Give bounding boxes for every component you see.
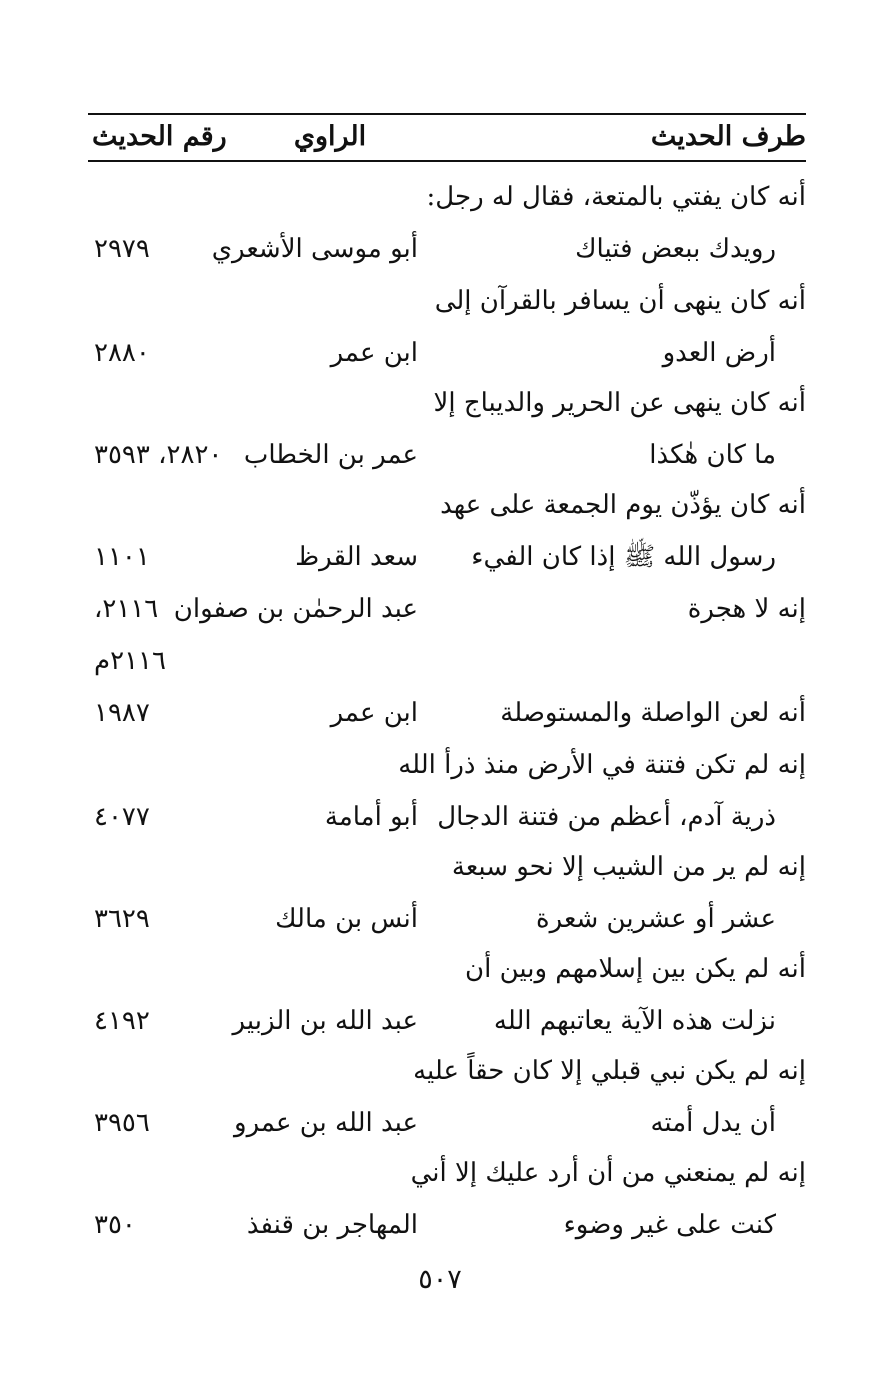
- hadith-text-line: أنه كان ينهى عن الحرير والديباج إلا: [433, 388, 806, 418]
- hadith-text-line: رويدك ببعض فتياك: [575, 234, 776, 264]
- narrator-name: عمر بن الخطاب: [243, 440, 418, 470]
- hadith-text-line: أنه كان يفتي بالمتعة، فقال له رجل:: [426, 182, 806, 212]
- header-number-label: رقم الحديث: [92, 121, 227, 152]
- hadith-text-line: إنه لم ير من الشيب إلا نحو سبعة: [451, 852, 806, 882]
- hadith-text-line: أرض العدو: [662, 338, 776, 368]
- hadith-number: ٣٥٠: [94, 1210, 136, 1240]
- hadith-text-line: نزلت هذه الآية يعاتبهم الله: [493, 1006, 776, 1036]
- hadith-number: ٤٠٧٧: [94, 802, 150, 832]
- narrator-name: أنس بن مالك: [275, 904, 418, 934]
- narrator-name: عبد الرحمٰن بن صفوان: [173, 594, 418, 624]
- hadith-number: ٢٨٨٠: [94, 338, 150, 368]
- narrator-name: ابن عمر: [330, 338, 418, 368]
- narrator-name: ابن عمر: [330, 698, 418, 728]
- narrator-name: أبو موسى الأشعري: [211, 234, 418, 264]
- page-number: ٥٠٧: [418, 1264, 462, 1295]
- hadith-text-line: كنت على غير وضوء: [563, 1210, 776, 1240]
- hadith-number: ٤١٩٢: [94, 1006, 150, 1036]
- narrator-name: المهاجر بن قنفذ: [246, 1210, 418, 1240]
- hadith-number-continued: ٢١١٦م: [94, 646, 166, 676]
- hadith-text-line: إنه لم تكن فتنة في الأرض منذ ذرأ الله: [398, 750, 806, 780]
- hadith-text-line: أنه كان يؤذّن يوم الجمعة على عهد: [440, 490, 806, 520]
- narrator-name: سعد القرظ: [295, 542, 418, 572]
- hadith-number: ١١٠١: [94, 542, 150, 572]
- header-hadith-label: طرف الحديث: [650, 121, 806, 152]
- hadith-text-line: أنه كان ينهى أن يسافر بالقرآن إلى: [434, 286, 806, 316]
- hadith-text-line: ذرية آدم، أعظم من فتنة الدجال: [437, 802, 776, 832]
- hadith-number: ١٩٨٧: [94, 698, 150, 728]
- hadith-text-line: إنه لم يكن نبي قبلي إلا كان حقاً عليه: [413, 1056, 806, 1086]
- hadith-number: ٣٦٢٩: [94, 904, 150, 934]
- hadith-text-line: إنه لم يمنعني من أن أرد عليك إلا أني: [410, 1158, 806, 1188]
- hadith-text-line: أن يدل أمته: [650, 1108, 776, 1138]
- header-top-rule: [88, 113, 806, 115]
- hadith-number: ٢١١٦،: [94, 594, 159, 624]
- hadith-text-line: إنه لا هجرة: [687, 594, 806, 624]
- hadith-number: ٢٩٧٩: [94, 234, 150, 264]
- narrator-name: عبد الله بن عمرو: [234, 1108, 418, 1138]
- hadith-number: ٢٨٢٠، ٣٥٩٣: [94, 440, 223, 470]
- header-bottom-rule: [88, 160, 806, 162]
- narrator-name: أبو أمامة: [324, 802, 418, 832]
- header-narrator-label: الراوي: [293, 121, 367, 152]
- hadith-text-line: أنه لم يكن بين إسلامهم وبين أن: [465, 954, 806, 984]
- hadith-text-line: ما كان هٰكذا: [649, 440, 776, 470]
- hadith-text-line: أنه لعن الواصلة والمستوصلة: [500, 698, 806, 728]
- hadith-number: ٣٩٥٦: [94, 1108, 150, 1138]
- hadith-text-line: عشر أو عشرين شعرة: [535, 904, 776, 934]
- narrator-name: عبد الله بن الزبير: [232, 1006, 418, 1036]
- hadith-text-line: رسول الله ﷺ إذا كان الفيء: [471, 542, 776, 572]
